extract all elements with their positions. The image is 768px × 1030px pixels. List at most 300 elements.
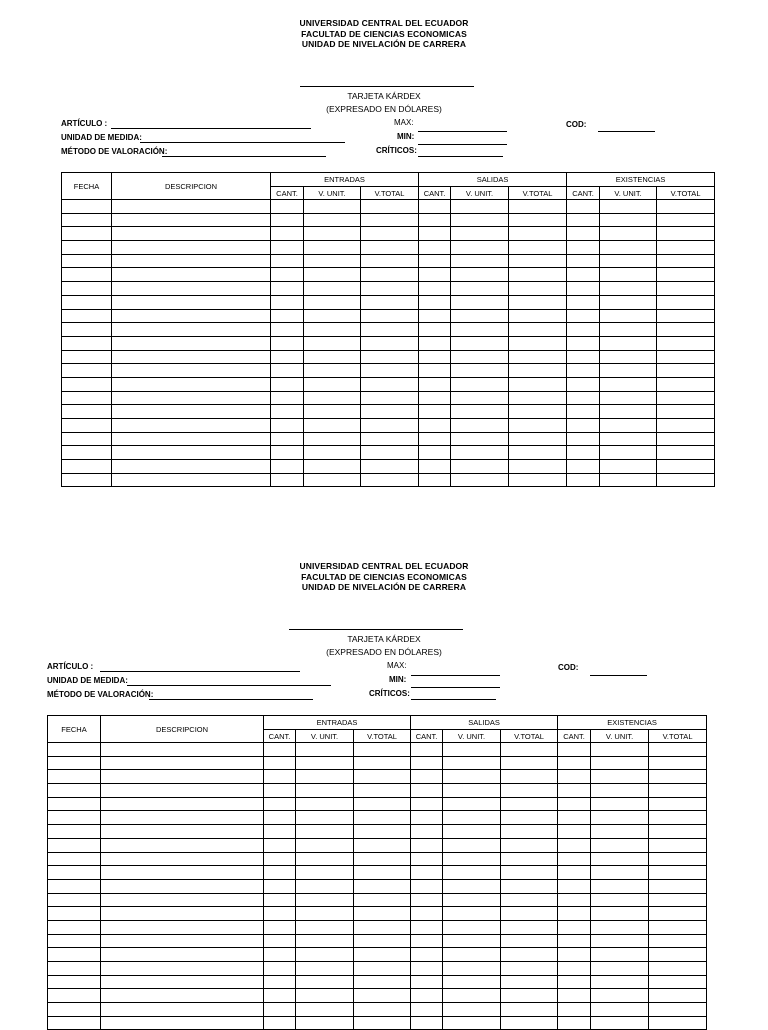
entradas-header: ENTRADAS xyxy=(264,716,411,730)
existencias-cant-cell[interactable] xyxy=(558,866,591,880)
salidas-cant-cell[interactable] xyxy=(411,948,443,962)
fecha-cell[interactable] xyxy=(48,948,101,962)
salidas-vunit-cell[interactable] xyxy=(443,975,501,989)
salidas-cant-cell[interactable] xyxy=(411,838,443,852)
entradas-cant-cell[interactable] xyxy=(264,743,296,757)
existencias-cant-header: CANT. xyxy=(567,187,600,200)
entradas-cant-cell[interactable] xyxy=(264,825,296,839)
descripcion-cell[interactable] xyxy=(101,852,264,866)
existencias-vunit-cell[interactable] xyxy=(591,962,649,976)
table-row xyxy=(48,934,707,948)
descripcion-cell[interactable] xyxy=(101,907,264,921)
existencias-cant-cell[interactable] xyxy=(558,975,591,989)
entradas-vtotal-cell[interactable] xyxy=(354,811,411,825)
salidas-vtotal-cell[interactable] xyxy=(501,797,558,811)
entradas-vtotal-header: V.TOTAL xyxy=(361,187,419,200)
entradas-vunit-cell[interactable] xyxy=(296,852,354,866)
entradas-vtotal-cell[interactable] xyxy=(354,975,411,989)
existencias-vtotal-header: V.TOTAL xyxy=(657,187,715,200)
descripcion-cell[interactable] xyxy=(101,838,264,852)
salidas-vunit-cell[interactable] xyxy=(443,866,501,880)
existencias-cant-cell[interactable] xyxy=(558,838,591,852)
entradas-vunit-cell[interactable] xyxy=(296,920,354,934)
existencias-vtotal-cell[interactable] xyxy=(649,743,707,757)
descripcion-cell[interactable] xyxy=(101,920,264,934)
fecha-cell[interactable] xyxy=(48,989,101,1003)
entradas-cant-cell[interactable] xyxy=(264,838,296,852)
entradas-vtotal-cell[interactable] xyxy=(354,770,411,784)
existencias-cant-cell[interactable] xyxy=(558,1016,591,1030)
entradas-vtotal-cell[interactable] xyxy=(354,825,411,839)
entradas-vunit-cell[interactable] xyxy=(296,893,354,907)
salidas-vunit-cell[interactable] xyxy=(443,989,501,1003)
salidas-vtotal-cell[interactable] xyxy=(501,1016,558,1030)
entradas-cant-cell[interactable] xyxy=(264,797,296,811)
entradas-cant-cell[interactable] xyxy=(264,948,296,962)
entradas-vtotal-cell[interactable] xyxy=(354,893,411,907)
existencias-vunit-header: V. UNIT. xyxy=(591,730,649,743)
faculty-name: FACULTAD DE CIENCIAS ECONOMICAS xyxy=(301,571,467,582)
descripcion-cell[interactable] xyxy=(101,811,264,825)
fecha-cell[interactable] xyxy=(48,825,101,839)
entradas-vtotal-cell[interactable] xyxy=(354,1016,411,1030)
metodo-line xyxy=(149,699,313,700)
existencias-cant-cell[interactable] xyxy=(558,920,591,934)
existencias-cant-cell[interactable] xyxy=(558,784,591,798)
salidas-vtotal-cell[interactable] xyxy=(501,893,558,907)
entradas-vunit-cell[interactable] xyxy=(296,838,354,852)
existencias-header: EXISTENCIAS xyxy=(558,716,707,730)
fecha-cell[interactable] xyxy=(48,907,101,921)
salidas-vtotal-cell[interactable] xyxy=(501,920,558,934)
entradas-vunit-cell[interactable] xyxy=(296,784,354,798)
entradas-cant-cell[interactable] xyxy=(264,893,296,907)
fecha-cell[interactable] xyxy=(48,743,101,757)
entradas-vtotal-cell[interactable] xyxy=(354,907,411,921)
criticos-label: CRÍTICOS: xyxy=(376,146,417,155)
table-row xyxy=(48,907,707,921)
table-row xyxy=(48,866,707,880)
fecha-cell[interactable] xyxy=(48,784,101,798)
entradas-vunit-cell[interactable] xyxy=(296,1003,354,1017)
fecha-cell[interactable] xyxy=(48,756,101,770)
existencias-cant-cell[interactable] xyxy=(558,743,591,757)
existencias-vunit-cell[interactable] xyxy=(591,893,649,907)
salidas-cant-cell[interactable] xyxy=(411,1016,443,1030)
table-row xyxy=(48,784,707,798)
articulo-label: ARTÍCULO : xyxy=(61,119,108,128)
entradas-vunit-cell[interactable] xyxy=(296,756,354,770)
entradas-vunit-cell[interactable] xyxy=(296,743,354,757)
entradas-vunit-cell[interactable] xyxy=(296,1016,354,1030)
existencias-header: EXISTENCIAS xyxy=(567,173,715,187)
salidas-vunit-cell[interactable] xyxy=(443,838,501,852)
entradas-vunit-cell[interactable] xyxy=(296,934,354,948)
entradas-vunit-cell[interactable] xyxy=(296,770,354,784)
fecha-cell[interactable] xyxy=(48,934,101,948)
salidas-cant-cell[interactable] xyxy=(411,811,443,825)
fecha-cell[interactable] xyxy=(48,962,101,976)
table-row xyxy=(48,893,707,907)
existencias-vtotal-cell[interactable] xyxy=(649,962,707,976)
existencias-cant-cell[interactable] xyxy=(558,934,591,948)
salidas-vtotal-cell[interactable] xyxy=(501,811,558,825)
descripcion-cell[interactable] xyxy=(101,989,264,1003)
entradas-vunit-cell[interactable] xyxy=(296,962,354,976)
existencias-vtotal-cell[interactable] xyxy=(649,1003,707,1017)
entradas-vtotal-cell[interactable] xyxy=(354,866,411,880)
fecha-cell[interactable] xyxy=(48,1003,101,1017)
metodo-label: MÉTODO DE VALORACIÓN: xyxy=(47,690,154,699)
fecha-cell[interactable] xyxy=(48,797,101,811)
existencias-vtotal-cell[interactable] xyxy=(649,920,707,934)
salidas-cant-header: CANT. xyxy=(411,730,443,743)
salidas-cant-cell[interactable] xyxy=(411,989,443,1003)
entradas-vtotal-cell[interactable] xyxy=(354,784,411,798)
entradas-vunit-header: V. UNIT. xyxy=(296,730,354,743)
salidas-vunit-cell[interactable] xyxy=(443,743,501,757)
entradas-cant-cell[interactable] xyxy=(264,975,296,989)
salidas-vunit-cell[interactable] xyxy=(443,948,501,962)
fecha-header: FECHA xyxy=(48,716,101,743)
existencias-vunit-cell[interactable] xyxy=(591,838,649,852)
salidas-cant-cell[interactable] xyxy=(411,907,443,921)
salidas-vunit-cell[interactable] xyxy=(443,797,501,811)
salidas-cant-cell[interactable] xyxy=(411,962,443,976)
salidas-cant-cell[interactable] xyxy=(411,1003,443,1017)
salidas-cant-cell[interactable] xyxy=(411,756,443,770)
university-name: UNIVERSIDAD CENTRAL DEL ECUADOR xyxy=(299,18,469,28)
salidas-cant-cell[interactable] xyxy=(411,797,443,811)
salidas-cant-cell[interactable] xyxy=(411,879,443,893)
salidas-vtotal-cell[interactable] xyxy=(501,1003,558,1017)
existencias-vtotal-cell[interactable] xyxy=(649,1016,707,1030)
fecha-cell[interactable] xyxy=(48,852,101,866)
existencias-vtotal-header: V.TOTAL xyxy=(649,730,707,743)
existencias-vtotal-cell[interactable] xyxy=(649,838,707,852)
fecha-header: FECHA xyxy=(62,173,112,200)
entradas-vunit-cell[interactable] xyxy=(296,948,354,962)
descripcion-cell[interactable] xyxy=(101,797,264,811)
salidas-vunit-cell[interactable] xyxy=(443,756,501,770)
existencias-vtotal-cell[interactable] xyxy=(649,866,707,880)
entradas-cant-cell[interactable] xyxy=(264,907,296,921)
entradas-vtotal-cell[interactable] xyxy=(354,1003,411,1017)
card-subtitle-text: (EXPRESADO EN DÓLARES) xyxy=(326,103,442,114)
salidas-header: SALIDAS xyxy=(419,173,567,187)
card-name-line xyxy=(289,629,463,630)
descripcion-cell[interactable] xyxy=(101,784,264,798)
existencias-vunit-cell[interactable] xyxy=(591,852,649,866)
fecha-cell[interactable] xyxy=(48,770,101,784)
salidas-cant-cell[interactable] xyxy=(411,743,443,757)
salidas-vtotal-cell[interactable] xyxy=(501,770,558,784)
existencias-vunit-cell[interactable] xyxy=(591,1016,649,1030)
card-title-text: TARJETA KÁRDEX xyxy=(347,634,421,644)
salidas-vunit-cell[interactable] xyxy=(443,893,501,907)
articulo-label: ARTÍCULO : xyxy=(47,662,94,671)
existencias-vunit-cell[interactable] xyxy=(591,1003,649,1017)
table-row xyxy=(48,743,707,757)
salidas-vunit-cell[interactable] xyxy=(443,934,501,948)
entradas-cant-cell[interactable] xyxy=(264,770,296,784)
cod-line xyxy=(590,675,647,676)
existencias-cant-cell[interactable] xyxy=(558,797,591,811)
existencias-vtotal-cell[interactable] xyxy=(649,934,707,948)
entradas-cant-cell[interactable] xyxy=(264,1003,296,1017)
institution-header xyxy=(0,561,768,593)
existencias-cant-cell[interactable] xyxy=(558,948,591,962)
entradas-vtotal-cell[interactable] xyxy=(354,934,411,948)
fecha-cell[interactable] xyxy=(48,920,101,934)
existencias-vunit-cell[interactable] xyxy=(591,743,649,757)
entradas-vunit-cell[interactable] xyxy=(296,825,354,839)
existencias-vunit-cell[interactable] xyxy=(591,784,649,798)
salidas-vtotal-cell[interactable] xyxy=(501,975,558,989)
existencias-vtotal-cell[interactable] xyxy=(649,797,707,811)
articulo-line xyxy=(100,671,300,672)
entradas-cant-cell[interactable] xyxy=(264,852,296,866)
existencias-cant-cell[interactable] xyxy=(558,989,591,1003)
salidas-cant-cell[interactable] xyxy=(411,920,443,934)
entradas-cant-cell[interactable] xyxy=(264,989,296,1003)
descripcion-cell[interactable] xyxy=(101,948,264,962)
existencias-vunit-cell[interactable] xyxy=(591,797,649,811)
salidas-vunit-cell[interactable] xyxy=(443,962,501,976)
descripcion-cell[interactable] xyxy=(101,756,264,770)
fecha-cell[interactable] xyxy=(48,838,101,852)
descripcion-cell[interactable] xyxy=(101,825,264,839)
metodo-label: MÉTODO DE VALORACIÓN: xyxy=(61,147,168,156)
table-row xyxy=(48,852,707,866)
table-row xyxy=(48,825,707,839)
entradas-vtotal-cell[interactable] xyxy=(354,920,411,934)
criticos-line xyxy=(411,699,496,700)
entradas-vunit-header: V. UNIT. xyxy=(304,187,361,200)
descripcion-cell[interactable] xyxy=(101,1016,264,1030)
fecha-cell[interactable] xyxy=(48,866,101,880)
salidas-cant-header: CANT. xyxy=(419,187,451,200)
entradas-vtotal-cell[interactable] xyxy=(354,797,411,811)
salidas-vunit-cell[interactable] xyxy=(443,879,501,893)
cod-label: COD: xyxy=(566,120,587,129)
entradas-vunit-cell[interactable] xyxy=(296,811,354,825)
entradas-cant-header: CANT. xyxy=(271,187,304,200)
salidas-vunit-cell[interactable] xyxy=(443,784,501,798)
salidas-vtotal-cell[interactable] xyxy=(501,962,558,976)
existencias-vtotal-cell[interactable] xyxy=(649,893,707,907)
salidas-header: SALIDAS xyxy=(411,716,558,730)
existencias-cant-cell[interactable] xyxy=(558,907,591,921)
faculty-name: FACULTAD DE CIENCIAS ECONOMICAS xyxy=(301,28,467,39)
existencias-cant-cell[interactable] xyxy=(558,852,591,866)
descripcion-cell[interactable] xyxy=(101,866,264,880)
entradas-cant-cell[interactable] xyxy=(264,866,296,880)
salidas-cant-cell[interactable] xyxy=(411,866,443,880)
unit-name: UNIDAD DE NIVELACIÓN DE CARRERA xyxy=(301,39,467,49)
entradas-vtotal-cell[interactable] xyxy=(354,989,411,1003)
entradas-cant-cell[interactable] xyxy=(264,756,296,770)
descripcion-cell[interactable] xyxy=(101,934,264,948)
fecha-cell[interactable] xyxy=(48,879,101,893)
descripcion-cell[interactable] xyxy=(101,743,264,757)
fecha-cell[interactable] xyxy=(48,1016,101,1030)
existencias-vunit-cell[interactable] xyxy=(591,989,649,1003)
entradas-vtotal-cell[interactable] xyxy=(354,838,411,852)
existencias-cant-cell[interactable] xyxy=(558,825,591,839)
existencias-vunit-cell[interactable] xyxy=(591,920,649,934)
entradas-vtotal-cell[interactable] xyxy=(354,962,411,976)
min-label: MIN: xyxy=(397,132,415,141)
descripcion-cell[interactable] xyxy=(101,975,264,989)
entradas-vunit-cell[interactable] xyxy=(296,907,354,921)
entradas-vtotal-cell[interactable] xyxy=(354,879,411,893)
entradas-vunit-cell[interactable] xyxy=(296,866,354,880)
existencias-vunit-header: V. UNIT. xyxy=(600,187,657,200)
fecha-cell[interactable] xyxy=(48,811,101,825)
salidas-vtotal-cell[interactable] xyxy=(501,825,558,839)
salidas-vunit-cell[interactable] xyxy=(443,852,501,866)
entradas-vtotal-cell[interactable] xyxy=(354,852,411,866)
existencias-cant-cell[interactable] xyxy=(558,811,591,825)
salidas-vunit-cell[interactable] xyxy=(443,770,501,784)
salidas-vunit-cell[interactable] xyxy=(443,920,501,934)
unit-name: UNIDAD DE NIVELACIÓN DE CARRERA xyxy=(301,582,467,592)
table-row xyxy=(48,879,707,893)
table-row xyxy=(48,756,707,770)
descripcion-cell[interactable] xyxy=(101,770,264,784)
max-line xyxy=(411,675,500,676)
table-row xyxy=(48,1003,707,1017)
table-row xyxy=(48,838,707,852)
entradas-vunit-cell[interactable] xyxy=(296,975,354,989)
salidas-vtotal-header: V.TOTAL xyxy=(509,187,567,200)
descripcion-cell[interactable] xyxy=(101,893,264,907)
entradas-vunit-cell[interactable] xyxy=(296,797,354,811)
unidad-line xyxy=(127,685,331,686)
descripcion-cell[interactable] xyxy=(101,1003,264,1017)
existencias-vunit-cell[interactable] xyxy=(591,948,649,962)
table-row xyxy=(48,920,707,934)
existencias-vunit-cell[interactable] xyxy=(591,879,649,893)
existencias-vunit-cell[interactable] xyxy=(591,811,649,825)
criticos-label: CRÍTICOS: xyxy=(369,689,410,698)
existencias-vtotal-cell[interactable] xyxy=(649,975,707,989)
existencias-cant-cell[interactable] xyxy=(558,756,591,770)
salidas-vtotal-cell[interactable] xyxy=(501,756,558,770)
entradas-vunit-cell[interactable] xyxy=(296,879,354,893)
entradas-vunit-cell[interactable] xyxy=(296,989,354,1003)
card-title xyxy=(0,633,768,658)
salidas-vtotal-cell[interactable] xyxy=(501,784,558,798)
table-row xyxy=(48,797,707,811)
existencias-vtotal-cell[interactable] xyxy=(649,852,707,866)
entradas-cant-cell[interactable] xyxy=(264,934,296,948)
kardex-table xyxy=(47,715,707,1030)
salidas-cant-cell[interactable] xyxy=(411,975,443,989)
salidas-vtotal-cell[interactable] xyxy=(501,866,558,880)
entradas-cant-cell[interactable] xyxy=(264,879,296,893)
existencias-vtotal-cell[interactable] xyxy=(649,907,707,921)
salidas-vunit-cell[interactable] xyxy=(443,811,501,825)
salidas-cant-cell[interactable] xyxy=(411,852,443,866)
salidas-vtotal-cell[interactable] xyxy=(501,852,558,866)
salidas-vunit-cell[interactable] xyxy=(443,1003,501,1017)
table-row xyxy=(48,948,707,962)
descripcion-header: DESCRIPCION xyxy=(112,173,271,200)
existencias-vtotal-cell[interactable] xyxy=(649,784,707,798)
entradas-cant-cell[interactable] xyxy=(264,920,296,934)
existencias-vunit-cell[interactable] xyxy=(591,907,649,921)
existencias-vtotal-cell[interactable] xyxy=(649,879,707,893)
existencias-vunit-cell[interactable] xyxy=(591,866,649,880)
existencias-cant-cell[interactable] xyxy=(558,962,591,976)
existencias-vunit-cell[interactable] xyxy=(591,825,649,839)
entradas-cant-cell[interactable] xyxy=(264,1016,296,1030)
salidas-vunit-header: V. UNIT. xyxy=(451,187,509,200)
existencias-vunit-cell[interactable] xyxy=(591,934,649,948)
salidas-cant-cell[interactable] xyxy=(411,784,443,798)
entradas-cant-header: CANT. xyxy=(264,730,296,743)
salidas-vtotal-cell[interactable] xyxy=(501,989,558,1003)
table-row xyxy=(48,811,707,825)
fecha-cell[interactable] xyxy=(48,893,101,907)
salidas-cant-cell[interactable] xyxy=(411,893,443,907)
salidas-vunit-header: V. UNIT. xyxy=(443,730,501,743)
existencias-vtotal-cell[interactable] xyxy=(649,811,707,825)
salidas-vtotal-cell[interactable] xyxy=(501,838,558,852)
salidas-vtotal-cell[interactable] xyxy=(501,907,558,921)
existencias-cant-cell[interactable] xyxy=(558,1003,591,1017)
existencias-vunit-cell[interactable] xyxy=(591,756,649,770)
existencias-vtotal-cell[interactable] xyxy=(649,756,707,770)
fecha-cell[interactable] xyxy=(48,975,101,989)
salidas-cant-cell[interactable] xyxy=(411,934,443,948)
existencias-vtotal-cell[interactable] xyxy=(649,989,707,1003)
existencias-cant-cell[interactable] xyxy=(558,893,591,907)
table-row xyxy=(48,770,707,784)
descripcion-header: DESCRIPCION xyxy=(101,716,264,743)
salidas-vunit-cell[interactable] xyxy=(443,825,501,839)
entradas-cant-cell[interactable] xyxy=(264,784,296,798)
existencias-vtotal-cell[interactable] xyxy=(649,770,707,784)
descripcion-cell[interactable] xyxy=(101,879,264,893)
descripcion-cell[interactable] xyxy=(101,962,264,976)
existencias-vunit-cell[interactable] xyxy=(591,770,649,784)
existencias-vunit-cell[interactable] xyxy=(591,975,649,989)
existencias-vtotal-cell[interactable] xyxy=(649,825,707,839)
salidas-vunit-cell[interactable] xyxy=(443,1016,501,1030)
existencias-cant-cell[interactable] xyxy=(558,879,591,893)
salidas-vtotal-cell[interactable] xyxy=(501,948,558,962)
salidas-vtotal-cell[interactable] xyxy=(501,879,558,893)
salidas-cant-cell[interactable] xyxy=(411,770,443,784)
entradas-vtotal-cell[interactable] xyxy=(354,743,411,757)
entradas-vtotal-cell[interactable] xyxy=(354,948,411,962)
entradas-cant-cell[interactable] xyxy=(264,811,296,825)
card-subtitle-text: (EXPRESADO EN DÓLARES) xyxy=(326,646,442,657)
salidas-vtotal-cell[interactable] xyxy=(501,934,558,948)
unidad-label: UNIDAD DE MEDIDA: xyxy=(61,133,142,142)
entradas-cant-cell[interactable] xyxy=(264,962,296,976)
existencias-vtotal-cell[interactable] xyxy=(649,948,707,962)
salidas-vtotal-header: V.TOTAL xyxy=(501,730,558,743)
salidas-vtotal-cell[interactable] xyxy=(501,743,558,757)
entradas-vtotal-cell[interactable] xyxy=(354,756,411,770)
salidas-cant-cell[interactable] xyxy=(411,825,443,839)
existencias-cant-cell[interactable] xyxy=(558,770,591,784)
salidas-vunit-cell[interactable] xyxy=(443,907,501,921)
